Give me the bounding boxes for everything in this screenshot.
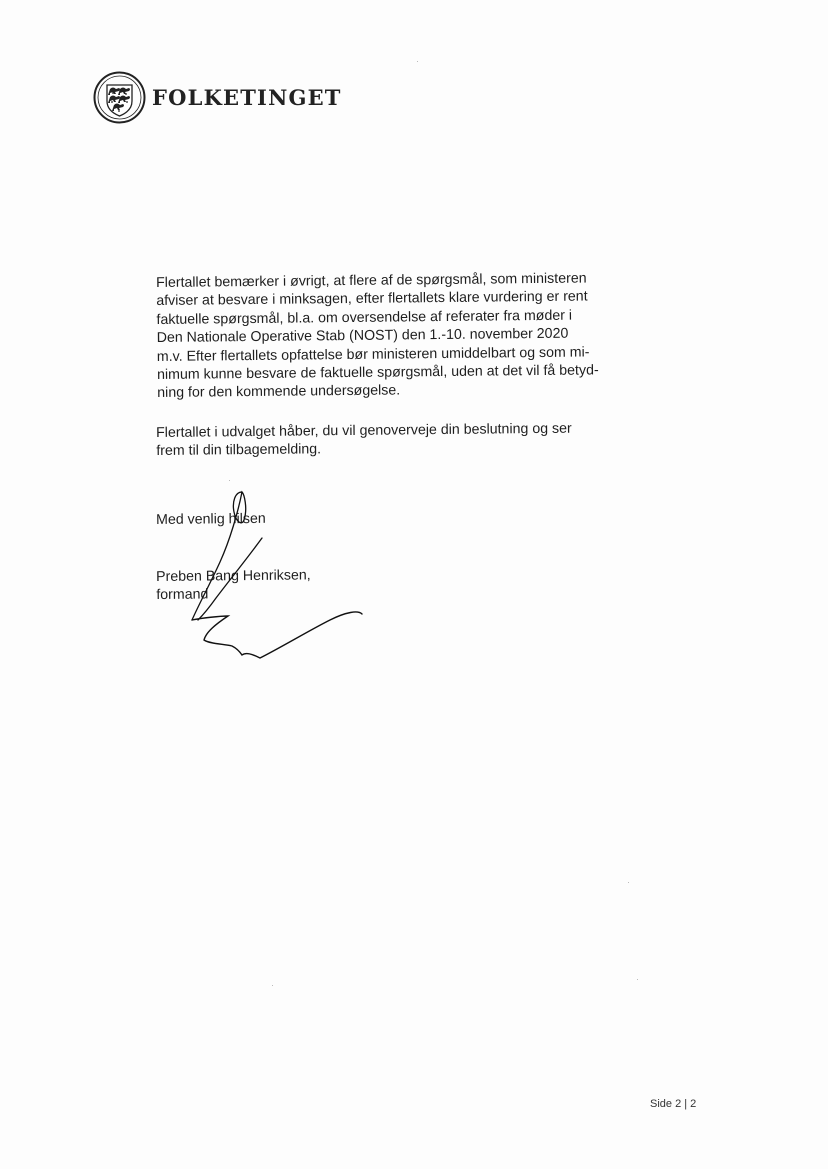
paragraph-line: Flertallet i udvalget håber, du vil genoverveje din beslutning og ser [156, 420, 572, 441]
closing-greeting: Med venlig hilsen [156, 510, 266, 528]
signer-title: formand [156, 586, 209, 604]
handwritten-signature [180, 490, 370, 670]
paragraph-line: afviser at besvare i minksagen, efter flertallets klare vurdering er rent [156, 288, 588, 310]
paragraph-1 [156, 269, 627, 403]
paragraph-line: frem til din tilbagemelding. [156, 441, 322, 460]
scan-speck [272, 985, 273, 986]
org-name: FOLKETINGET [152, 85, 342, 110]
page-number: Side 2 | 2 [650, 1098, 697, 1110]
signer-name: Preben Bang Henriksen, [156, 567, 311, 585]
coat-of-arms-icon [93, 71, 146, 124]
paragraph-line: ning for den kommende undersøgelse. [157, 382, 401, 402]
paragraph-line: Flertallet bemærker i øvrigt, at flere af de spørgsmål, som ministeren [156, 270, 587, 291]
letterhead [93, 71, 342, 124]
paragraph-line: faktuelle spørgsmål, bl.a. om oversendelse af referater fra møder i [156, 307, 573, 328]
paragraph-line: Den Nationale Operative Stab (NOST) den 1.-10. november 2020 [156, 325, 569, 347]
paragraph-line: m.v. Efter flertallets opfattelse bør ministeren umiddelbart og som mi- [156, 344, 590, 365]
paragraph-2 [156, 419, 626, 461]
scan-speck [637, 979, 638, 980]
scan-speck [417, 61, 418, 62]
scan-speck [628, 882, 629, 883]
scan-speck [229, 480, 230, 481]
paragraph-line: nimum kunne besvare de faktuelle spørgsmål, uden at det vil få betyd- [156, 362, 599, 384]
